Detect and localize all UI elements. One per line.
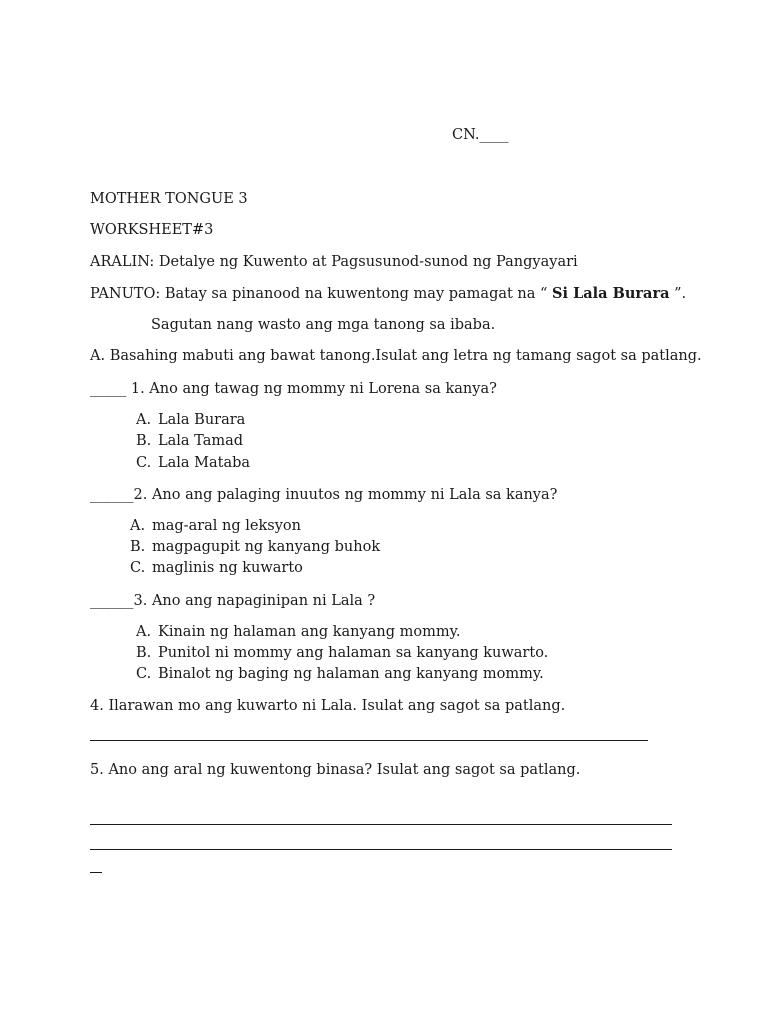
question-4: 4. Ilarawan mo ang kuwarto ni Lala. Isulat ang sagot sa patlang. xyxy=(90,698,566,714)
q2-option-c: C. maglinis ng kuwarto xyxy=(130,560,303,576)
q3-option-b: B. Punitol ni mommy ang halaman sa kanyang kuwarto. xyxy=(136,645,549,661)
q1-option-a: A. Lala Burara xyxy=(136,412,246,428)
section-a-instruction: A. Basahing mabuti ang bawat tanong.Isulat ang letra ng tamang sagot sa patlang. xyxy=(90,348,702,364)
panuto-line xyxy=(90,285,686,303)
q3-option-c: C. Binalot ng baging ng halaman ang kanyang mommy. xyxy=(136,666,544,682)
q3-option-a: A. Kinain ng halaman ang kanyang mommy. xyxy=(136,624,461,640)
panuto-instruction: Sagutan nang wasto ang mga tanong sa ibaba. xyxy=(151,317,496,333)
question-1: _____ 1. Ano ang tawag ng mommy ni Lorena sa kanya? xyxy=(90,381,497,397)
question-5: 5. Ano ang aral ng kuwentong binasa? Isulat ang sagot sa patlang. xyxy=(90,762,581,778)
q5-answer-line-1[interactable] xyxy=(90,824,672,825)
subject-title: MOTHER TONGUE 3 xyxy=(90,191,248,207)
panuto-suffix: ”. xyxy=(669,286,687,302)
q1-option-b: B. Lala Tamad xyxy=(136,433,244,449)
q4-answer-line[interactable] xyxy=(90,740,648,741)
q5-answer-line-3[interactable] xyxy=(90,872,102,873)
question-2: ______2. Ano ang palaging inuutos ng mommy ni Lala sa kanya? xyxy=(90,487,558,503)
q2-option-a: A. mag-aral ng leksyon xyxy=(130,518,301,534)
question-3: ______3. Ano ang napaginipan ni Lala ? xyxy=(90,593,376,609)
worksheet-number: WORKSHEET#3 xyxy=(90,222,214,238)
class-number-label: CN.____ xyxy=(452,127,509,143)
story-title: Si Lala Burara xyxy=(552,285,670,302)
q1-option-c: C. Lala Mataba xyxy=(136,455,251,471)
aralin-line: ARALIN: Detalye ng Kuwento at Pagsusunod-sunod ng Pangyayari xyxy=(90,254,578,270)
q5-answer-line-2[interactable] xyxy=(90,849,672,850)
panuto-prefix: PANUTO: Batay sa pinanood na kuwentong may pamagat na “ xyxy=(90,286,553,302)
q2-option-b: B. magpagupit ng kanyang buhok xyxy=(130,539,381,555)
